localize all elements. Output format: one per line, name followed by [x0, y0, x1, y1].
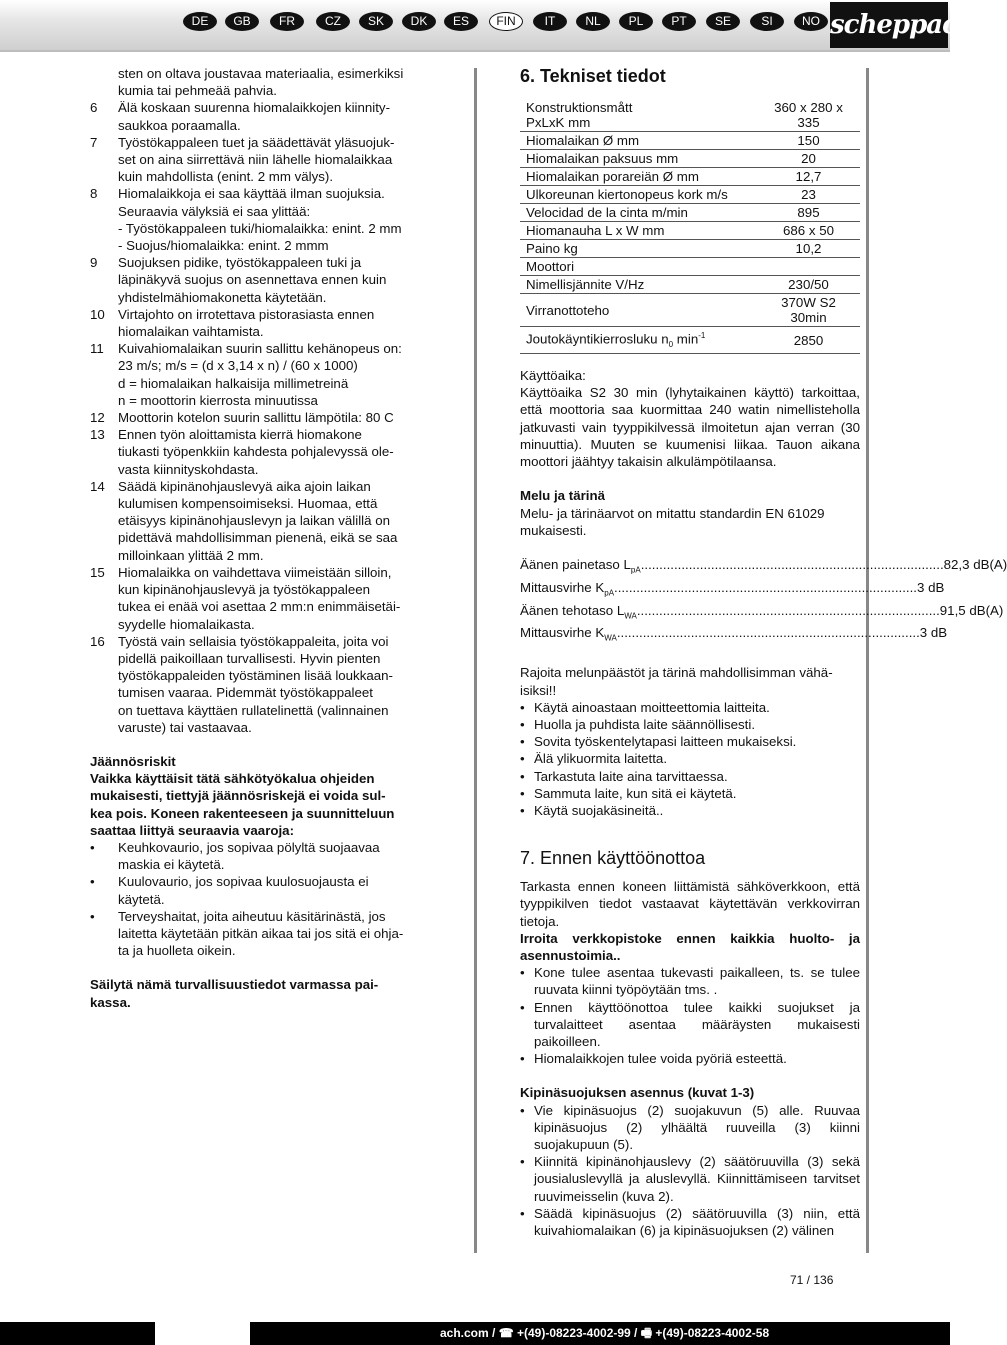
dot-leader: ..................................................................................	[614, 579, 917, 595]
list-item	[520, 750, 860, 767]
list-item	[90, 478, 430, 564]
item-number: 12	[90, 410, 105, 426]
spec-value: 895	[757, 204, 860, 222]
spec-table	[520, 99, 860, 354]
spec-value: 20	[757, 150, 860, 168]
dot-leader: ..................................................................................	[640, 556, 944, 572]
section-7-warning: Irroita verkkopistoke ennen kaikkia huolto- ja asennustoimia..	[520, 930, 860, 963]
item-text: Tarkastuta laite aina tarvittaessa.	[534, 768, 728, 784]
spec-value: 150	[757, 132, 860, 150]
spec-value: 23	[757, 186, 860, 204]
item-number: 9	[90, 255, 98, 271]
dot-leader: ..................................................................................	[616, 625, 920, 641]
item-text: Työstä vain sellaisia työstökappaleita, joita voi pidellä paikoillaan turvallisesti. Hyvin pienten työstökappaleiden työstäminen lisää loukkaan- tumisen vaaraa. Pidemmät työstökappaleet on tuettava käyttäen rullatelinettä (valinnainen varuste) tai vastaavaa.	[118, 633, 393, 735]
spec-value: 686 x 50	[757, 222, 860, 240]
item-text: Virtajohto on irrotettava pistorasiasta ennen hiomalaikan vaihtamista.	[118, 306, 375, 340]
measurement-row	[520, 579, 945, 602]
item-text: Säädä kipinänohjauslevyä aika ajoin laikan kulumisen kompensoimiseksi. Huomaa, että etäisyys kipinänohjauslevyn ja laikan välillä on pidettävä mahdollisimman pienenä, eikä se saa milloinkaan ylittää 2 mm.	[118, 478, 398, 563]
list-item	[520, 1050, 860, 1067]
residual-risks-intro: Vaikka käyttäisit tätä sähkötyökalua ohjeiden mukaisesti, tiettyjä jäännösriskejä ei voida sul- kea pois. Koneen rakenteeseen ja suunnitteluun saattaa liittyä seuraavia vaaroja:	[90, 771, 395, 838]
spec-label: Hiomalaikan porareiän Ø mm	[520, 168, 757, 186]
bullet-icon: •	[520, 1102, 525, 1118]
item-text: Ennen käyttöönottoa tulee kaikki suojukset ja turvalaitteet asentaa määräysten mukaisesti paikoilleen.	[534, 999, 860, 1049]
list-item	[520, 733, 860, 750]
spec-label: Joutokäyntikierrosluku $n_0$ $\min^{-1}$	[520, 327, 757, 354]
reduce-list	[520, 699, 860, 819]
spec-row	[520, 240, 860, 258]
item-text: Hiomalaikkojen tulee voida pyöriä esteettä.	[534, 1051, 787, 1067]
bullet-icon: •	[90, 908, 95, 924]
list-item	[90, 409, 430, 426]
spec-value: 2850	[757, 327, 860, 354]
spec-row	[520, 276, 860, 294]
item-text: Kiinnitä kipinänohjauslevy (2) säätöruuvilla (3) sekä jousialuslevyllä ja aluslevyllä. Kiinnittämiseen tarvitset ruuvimeisselin (kuva 2).	[534, 1154, 860, 1204]
list-item	[520, 1153, 860, 1205]
bullet-icon: •	[520, 1051, 525, 1067]
list-item	[90, 633, 430, 736]
scheppach-logo: scheppach	[830, 2, 948, 48]
spec-row	[520, 150, 860, 168]
footer-bar	[0, 1322, 950, 1345]
list-item	[520, 699, 860, 716]
item-text: Sammuta laite, kun sitä ei käytetä.	[534, 785, 737, 801]
contact-info: ach.com / ☎ +(49)-08223-4002-99 / 🖷 +(49)-08223-4002-58	[440, 1326, 770, 1340]
bullet-icon: •	[520, 751, 525, 767]
right-column	[520, 65, 1007, 1239]
list-item	[90, 839, 430, 873]
section-6-title: 6. Tekniset tiedot	[520, 66, 666, 86]
item-number: 15	[90, 564, 105, 580]
section-7-text: Tarkasta ennen koneen liittämistä sähköverkkoon, että tyyppikilven tiedot vastaavat käytettävän verkkovirran tietoja.	[520, 879, 860, 929]
bullet-icon: •	[520, 768, 525, 784]
measurement-label: Äänen tehotaso $L_{WA}$	[520, 602, 637, 621]
lang-tab-pt[interactable]: PT	[662, 12, 696, 31]
right-edge-rule	[866, 68, 869, 1253]
item-number: 14	[90, 478, 105, 494]
item-text: Hiomalaikkoja ei saa käyttää ilman suojuksia. Seuraavia välyksiä ei saa ylittää: - Työstökappaleen tuki/hiomalaikka: enint. 2 mm - Suojus/hiomalaikka: enint. 2 mmm	[118, 186, 402, 254]
lang-tab-no[interactable]: NO	[794, 12, 828, 31]
item-text: Työstökappaleen tuet ja säädettävät yläsuojuk- set on aina siirrettävä niin lähelle hiomalaikkaa kuin mahdollista (enint. 2 mm välys).	[118, 134, 395, 185]
spec-row	[520, 168, 860, 186]
lang-tab-pl[interactable]: PL	[619, 12, 653, 31]
item-text: Moottorin kotelon suurin sallittu lämpötila: 80 C	[118, 410, 394, 426]
lang-tab-fin[interactable]: FIN	[489, 12, 523, 31]
left-column	[90, 65, 430, 1011]
list-item	[520, 768, 860, 785]
measurement-value: 3 dB	[916, 579, 945, 595]
list-item	[90, 134, 430, 186]
spec-label: Hiomalaikan Ø mm	[520, 132, 757, 150]
item-text: Älä koskaan suurenna hiomalaikkojen kiinnity- saukkoa poraamalla.	[118, 100, 390, 133]
spec-label: Moottori	[520, 258, 757, 276]
list-item	[90, 908, 430, 960]
item-text: Huolla ja puhdista laite säännöllisesti.	[534, 716, 756, 732]
lang-tab-nl[interactable]: NL	[576, 12, 610, 31]
spec-label: Hiomanauha L x W mm	[520, 222, 757, 240]
safety-list	[90, 99, 430, 736]
spec-row	[520, 186, 860, 204]
list-item	[90, 99, 430, 133]
spec-row	[520, 294, 860, 327]
spec-row	[520, 327, 860, 354]
measurement-value: 82,3 dB(A)	[943, 556, 1007, 572]
item-text: Vie kipinäsuojus (2) suojakuvun (5) alle. Ruuvaa kipinäsuojus (2) ylhäältä ruuveilla (3) kiinni suojakupuun (5).	[534, 1102, 860, 1153]
spec-label: Velocidad de la cinta m/min	[520, 204, 757, 222]
item-text: Käytä ainoastaan moitteettomia laitteita.	[534, 699, 770, 715]
list-item	[520, 802, 860, 819]
spec-value: 230/50	[757, 276, 860, 294]
item-text: Terveyshaitat, joita aiheutuu käsitärinästä, jos laitetta käytetään pitkän aikaa tai jos sitä ei ohja- ta ja huolleta oikein.	[118, 908, 404, 959]
lang-tab-fr[interactable]: FR	[270, 12, 304, 31]
measurement-row	[520, 624, 948, 647]
bullet-icon: •	[520, 716, 525, 732]
spec-label: Virranottoteho	[520, 294, 757, 327]
residual-risks-list	[90, 839, 430, 959]
item-text: Hiomalaikka on vaihdettava viimeistään silloin, kun kipinänohjauslevyä ja työstökappaleen tukea ei enää voi asettaa 2 mm:n enimmäisetäi- syydelle hiomalaikasta.	[118, 564, 401, 632]
list-item	[90, 564, 430, 633]
item-text: Säädä kipinäsuojus (2) säätöruuvilla (3) niin, että kuivahiomalaikan (6) ja kipinäsuojuksen (2) välinen	[534, 1205, 860, 1239]
list-item	[90, 426, 430, 478]
spec-label: Nimellisjännite V/Hz	[520, 276, 757, 294]
bullet-icon: •	[520, 1154, 525, 1170]
item-text: Ennen työn aloittamista kierrä hiomakone tiukasti työpenkkiin kahdesta pohjalevyssä ole- vasta kiinnityskohdasta.	[118, 427, 394, 477]
lang-tab-si[interactable]: SI	[750, 12, 784, 31]
item-text: Sovita työskentelytapasi laitteen mukaiseksi.	[534, 734, 797, 750]
list-item	[520, 999, 860, 1051]
measurement-row	[520, 556, 1007, 579]
keep-safety-info: Säilytä nämä turvallisuustiedot varmassa pai- kassa.	[90, 977, 379, 1010]
item-number: 6	[90, 100, 98, 116]
column-divider	[474, 68, 477, 1253]
measurement-label: Äänen painetaso $L_{pA}$	[520, 556, 641, 575]
item-text: Kuulovaurio, jos sopivaa kuulosuojausta ei käytetä.	[118, 874, 369, 907]
spec-row	[520, 132, 860, 150]
measurement-label: Mittausvirhe $K_{pA}$	[520, 579, 615, 598]
lang-tab-es[interactable]: ES	[444, 12, 478, 31]
item-text: Kone tulee asentaa tukevasti paikalleen, ts. se tulee ruuvata kiinni työpöytään tms. .	[534, 965, 860, 998]
item-text: Suojuksen pidike, työstökappaleen tuki ja läpinäkyvä suojus on asennettava ennen kuin yhdistelmähiomakonetta käytetään.	[118, 255, 387, 305]
language-bar	[0, 0, 975, 52]
dot-leader: ..................................................................................	[636, 602, 940, 618]
spec-value: 12,7	[757, 168, 860, 186]
lang-tab-se[interactable]: SE	[706, 12, 740, 31]
noise-measurements	[520, 556, 1007, 647]
bullet-icon: •	[520, 699, 525, 715]
list-item	[90, 873, 430, 907]
bullet-icon: •	[90, 874, 95, 890]
residual-risks-title: Jäännösriskit	[90, 753, 176, 769]
continued-text: sten on oltava joustavaa materiaalia, esimerkiksi kumia tai pehmeää pahvia.	[118, 66, 404, 99]
section-7-list	[520, 964, 860, 1067]
item-number: 16	[90, 633, 105, 649]
list-item	[90, 185, 430, 254]
item-number: 13	[90, 427, 105, 443]
spec-value	[757, 258, 860, 276]
bullet-icon: •	[520, 785, 525, 801]
measurement-value: 3 dB	[919, 625, 948, 641]
section-7-title: 7. Ennen käyttöönottoa	[520, 848, 706, 869]
lang-tab-gb[interactable]: GB	[225, 12, 259, 31]
item-number: 11	[90, 341, 104, 357]
list-item	[520, 964, 860, 998]
measurement-label: Mittausvirhe $K_{WA}$	[520, 625, 617, 644]
lang-tab-sk[interactable]: SK	[359, 12, 393, 31]
list-item	[520, 1205, 860, 1239]
lang-tab-de[interactable]: DE	[183, 12, 217, 31]
spec-label: Ulkoreunan kiertonopeus kork m/s	[520, 186, 757, 204]
spark-guard-list	[520, 1102, 860, 1240]
spec-label: Paino kg	[520, 240, 757, 258]
item-text: Kuivahiomalaikan suurin sallittu kehänopeus on: 23 m/s; m/s = (d x 3,14 x n) / (60 x 1000) d = hiomalaikan halkaisija millimetreinä n = moottorin kierrosta minuutissa	[118, 341, 402, 408]
item-text: Keuhkovaurio, jos sopivaa pölyltä suojaavaa maskia ei käytetä.	[118, 839, 380, 873]
lang-tab-cz[interactable]: CZ	[316, 12, 350, 31]
bullet-icon: •	[520, 802, 525, 818]
bullet-icon: •	[90, 839, 95, 855]
list-item	[90, 306, 430, 340]
item-number: 7	[90, 134, 98, 150]
spec-row	[520, 99, 860, 132]
item-text: Älä ylikuormita laitetta.	[534, 751, 668, 767]
spark-guard-title: Kipinäsuojuksen asennus (kuvat 1-3)	[520, 1085, 755, 1101]
list-item	[520, 716, 860, 733]
reduce-text: Rajoita melunpäästöt ja tärinä mahdollisimman vähä- isiksi!!	[520, 665, 833, 698]
spec-row	[520, 222, 860, 240]
item-text: Käytä suojakäsineitä..	[534, 802, 664, 818]
lang-tab-it[interactable]: IT	[533, 12, 567, 31]
list-item	[520, 1102, 860, 1154]
spec-value: 360 x 280 x 335	[757, 99, 860, 132]
measurement-row	[520, 602, 1004, 625]
list-item	[90, 254, 430, 306]
bullet-icon: •	[520, 1205, 525, 1221]
bullet-icon: •	[520, 965, 525, 981]
spec-value: 370W S2 30min	[757, 294, 860, 327]
duty-text: Käyttöaika S2 30 min (lyhytaikainen käyttö) tarkoittaa, että moottoria saa kuormittaa 240 watin nimellisteholla jatkuvasti vain tyyppikilvessä ilmoitetun ajan verran (30 minuuttia). Muuten se kuumenisi liikaa. Tauon aikana moottori jäähtyy takaisin alkulämpötilaansa.	[520, 385, 860, 470]
page-number: 71 / 136	[790, 1273, 834, 1287]
spec-value: 10,2	[757, 240, 860, 258]
spec-row	[520, 258, 860, 276]
item-number: 10	[90, 306, 105, 322]
noise-text: Melu- ja tärinäarvot on mitattu standardin EN 61029 mukaisesti.	[520, 505, 825, 538]
list-item	[90, 340, 430, 409]
spec-label: Hiomalaikan paksuus mm	[520, 150, 757, 168]
lang-tab-dk[interactable]: DK	[402, 12, 436, 31]
spec-row	[520, 204, 860, 222]
measurement-value: 91,5 dB(A)	[939, 602, 1004, 618]
duty-title: Käyttöaika:	[520, 368, 586, 384]
bullet-icon: •	[520, 734, 525, 750]
bullet-icon: •	[520, 999, 525, 1015]
noise-title: Melu ja tärinä	[520, 488, 605, 504]
list-item	[520, 785, 860, 802]
item-number: 8	[90, 186, 98, 202]
spec-label: Konstruktionsmått PxLxK mm	[520, 99, 757, 132]
